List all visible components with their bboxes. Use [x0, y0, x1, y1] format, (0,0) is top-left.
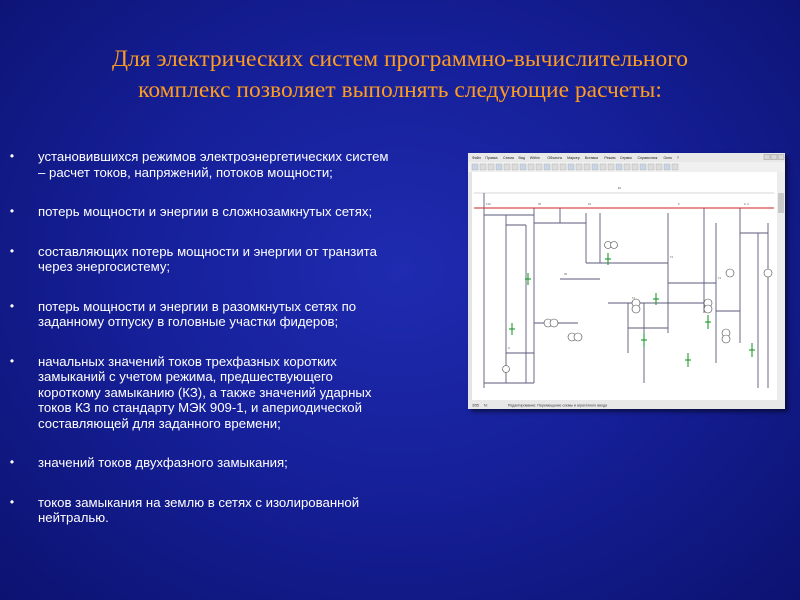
- toolbar-icon: [592, 164, 598, 170]
- app-menu-item: Вставка: [584, 156, 599, 161]
- svg-text:T2: T2: [670, 256, 674, 259]
- svg-text:N:: N:: [484, 403, 488, 408]
- status-text: Редактирование: Перемещение схемы и агрегатного ввода: [508, 403, 608, 408]
- bullet-icon: •: [9, 204, 15, 218]
- list-item: [6, 354, 458, 432]
- app-menu-item: Режим: [604, 156, 616, 161]
- app-menu-item: Схема: [503, 156, 514, 161]
- app-menu-item: Сервис: [619, 156, 633, 161]
- app-menu-item: Справочник: [637, 156, 658, 161]
- scroll-thumb: [778, 193, 784, 213]
- toolbar-icon: [576, 164, 582, 170]
- svg-text:T1: T1: [632, 297, 636, 300]
- network-diagram-screenshot: [468, 153, 785, 409]
- toolbar-icon: [632, 164, 638, 170]
- toolbar-icon: [664, 164, 670, 170]
- bullet-icon: •: [9, 494, 15, 509]
- list-item-line: замыканий с учетом режима, предшествующего: [38, 369, 333, 384]
- calculation-list: [6, 149, 458, 526]
- toolbar-icon: [624, 164, 630, 170]
- toolbar-icon: [568, 164, 574, 170]
- svg-text:3/55: 3/55: [472, 403, 479, 408]
- toolbar-icon: [504, 164, 510, 170]
- svg-text:Н: Н: [508, 347, 510, 350]
- list-item-line: – расчет токов, напряжений, потоков мощности;: [38, 164, 333, 180]
- close-icon: [778, 155, 784, 160]
- svg-text:Л3: Л3: [564, 273, 568, 276]
- app-menu-item: Файл: [472, 156, 481, 161]
- toolbar-icon: [600, 164, 606, 170]
- list-item: [6, 244, 458, 275]
- toolbar-icon: [496, 164, 502, 170]
- list-item-line: начальных значений токов трехфазных коротких: [38, 353, 337, 369]
- app-menu-item: Within: [529, 156, 540, 161]
- list-item-line: составляющей для заданного времени;: [38, 415, 281, 431]
- left-ruler: [468, 172, 472, 400]
- list-item-line: значений токов двухфазного замыкания;: [38, 455, 288, 470]
- bullet-icon: •: [9, 353, 15, 368]
- list-item: [6, 299, 458, 330]
- app-menu-item: Вид: [518, 156, 526, 161]
- list-item: [6, 455, 458, 471]
- list-item: [6, 149, 458, 180]
- toolbar-icon: [480, 164, 486, 170]
- bullet-icon: •: [9, 149, 15, 163]
- svg-text:35: 35: [538, 203, 542, 206]
- toolbar-icon: [512, 164, 518, 170]
- list-item-line: заданному отпуску в головные участки фидеров;: [38, 314, 339, 329]
- maximize-icon: [771, 155, 777, 160]
- list-item-line: токов КЗ по стандарту МЭК 909-1, и апериодической: [38, 400, 363, 415]
- list-item-line: потерь мощности и энергии в разомкнутых сетях по: [38, 298, 357, 314]
- app-menu-item: Окно: [663, 156, 672, 161]
- slide-title: [40, 44, 760, 106]
- toolbar-icon: [536, 164, 542, 170]
- app-menu-item: Объекты: [547, 156, 563, 161]
- bullet-icon: •: [9, 298, 15, 313]
- toolbar-icon: [656, 164, 662, 170]
- list-item-line: потерь мощности и энергии в сложнозамкнутых сетях;: [38, 204, 373, 219]
- list-item: [6, 495, 458, 526]
- title-line-1: Для электрических систем программно-вычислительного: [111, 46, 689, 72]
- toolbar-icon: [544, 164, 550, 170]
- toolbar-icon: [616, 164, 622, 170]
- toolbar-icon: [648, 164, 654, 170]
- svg-text:0.4: 0.4: [744, 203, 749, 206]
- software-screenshot: [468, 153, 785, 409]
- minimize-icon: [764, 155, 770, 160]
- app-menu-item: ?: [676, 156, 679, 161]
- toolbar-icon: [608, 164, 614, 170]
- list-item: [6, 204, 458, 220]
- toolbar-icon: [528, 164, 534, 170]
- svg-text:110: 110: [486, 203, 491, 206]
- list-item-line: токов замыкания на землю в сетях с изолированной: [38, 494, 360, 510]
- app-menu-item: Правка: [485, 156, 498, 161]
- bullet-icon: •: [9, 243, 15, 258]
- window-controls: [764, 155, 784, 160]
- list-item-line: составляющих потерь мощности и энергии от транзита: [38, 243, 377, 259]
- toolbar-icon: [672, 164, 678, 170]
- svg-text:Ш1: Ш1: [618, 187, 622, 190]
- list-item-line: через энергосистему;: [38, 259, 171, 274]
- toolbar-icon: [520, 164, 526, 170]
- title-line-2: комплекс позволяет выполнять следующие расчеты:: [138, 77, 662, 103]
- toolbar-icon: [584, 164, 590, 170]
- svg-text:6: 6: [678, 203, 680, 206]
- toolbar-icon: [640, 164, 646, 170]
- toolbar-icon: [488, 164, 494, 170]
- toolbar-icon: [472, 164, 478, 170]
- bullet-icon: •: [9, 455, 15, 469]
- toolbar-icon: [560, 164, 566, 170]
- list-item-line: установившихся режимов электроэнергетических систем: [38, 149, 389, 164]
- list-item-line: нейтралью.: [38, 510, 109, 525]
- list-item-line: короткому замыканию (КЗ), а также значений ударных: [38, 384, 372, 400]
- toolbar-icon: [552, 164, 558, 170]
- app-menu-item: Маркер: [567, 156, 580, 161]
- svg-text:10: 10: [588, 203, 592, 206]
- svg-text:Г1: Г1: [718, 277, 722, 280]
